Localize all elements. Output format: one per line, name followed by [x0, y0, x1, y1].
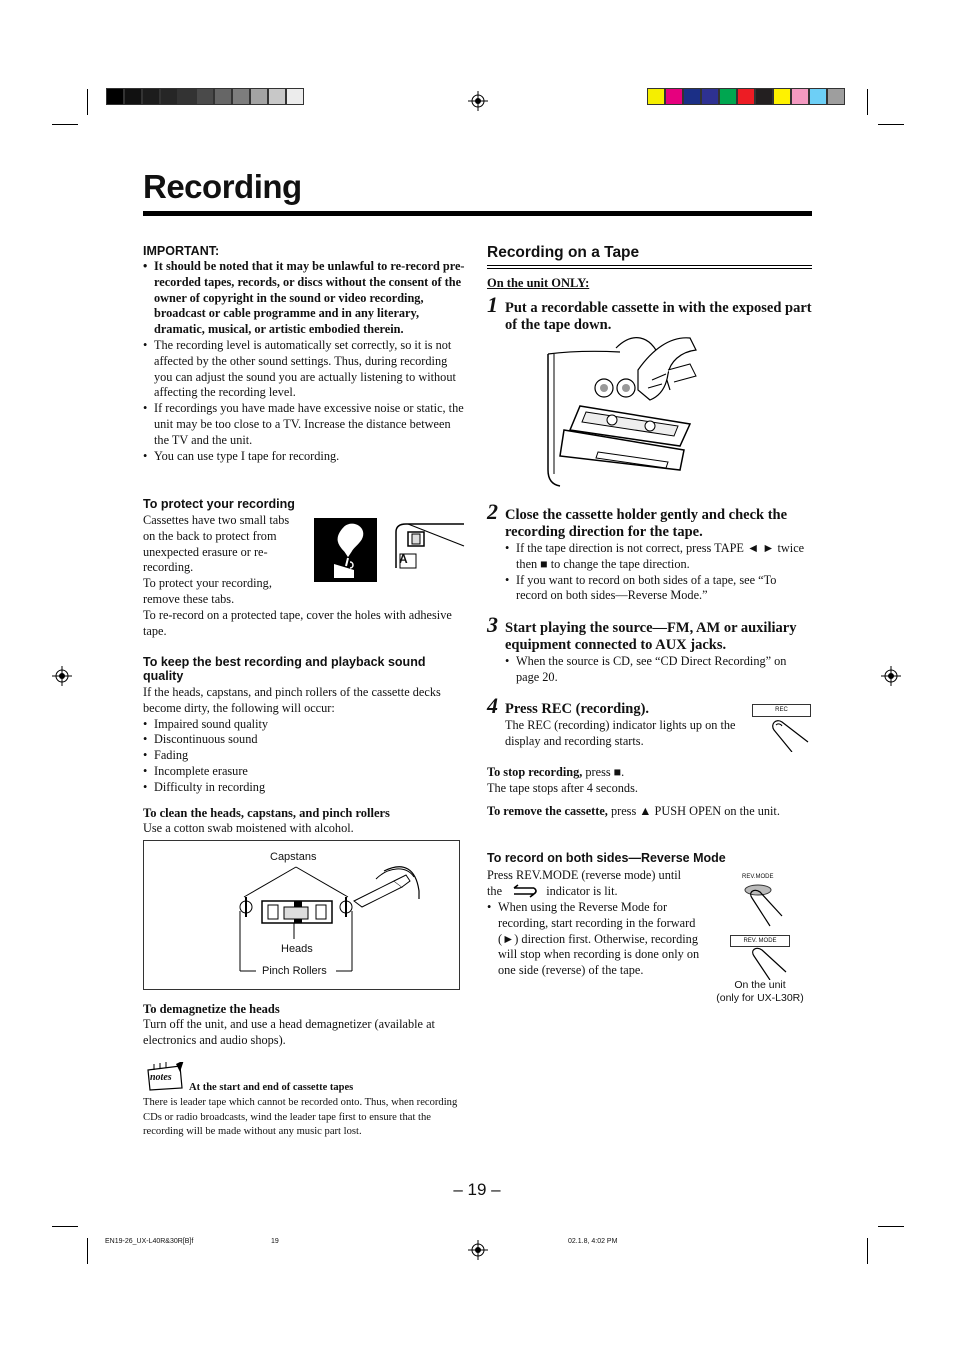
calibration-swatch: [701, 88, 719, 105]
calibration-swatch: [755, 88, 773, 105]
stop-recording-text: [487, 765, 812, 797]
calibration-swatch: [809, 88, 827, 105]
step-3-bullets: [505, 654, 805, 686]
important-bold-text: It should be noted that it may be unlawful to re-record pre-recorded tapes, records, or discs without the consent of the owner of copyright in the sound or video recording, broadcast or cable programme and in any literary, dramatic, musical, or artistic embodied therein.: [154, 259, 465, 337]
protect-heading: To protect your recording: [143, 497, 295, 511]
crop-mark: [867, 89, 868, 115]
list-item: • When using the Reverse Mode for recording, start recording in the forward (►) direction first. Otherwise, recording will stop when recording is done only on one side (reverse) of the tape.: [487, 900, 702, 979]
list-item: • Difficulty in recording: [143, 780, 465, 796]
calibration-swatch: [214, 88, 232, 105]
calibration-swatch: [737, 88, 755, 105]
notes-icon-label: notes: [150, 1072, 172, 1083]
calibration-swatch: [232, 88, 250, 105]
crop-mark: [52, 124, 78, 125]
calibration-swatch: [827, 88, 845, 105]
step-1-title: Put a recordable cassette in with the exposed part of the tape down.: [505, 300, 812, 333]
stop-lead: To stop recording,: [487, 765, 583, 779]
registration-mark-icon: [468, 1240, 488, 1260]
crop-mark: [87, 89, 88, 115]
finger-press-icon: [748, 944, 790, 980]
clean-text: Use a cotton swab moistened with alcohol.: [143, 821, 354, 835]
heads-diagram: [143, 840, 460, 990]
registration-mark-icon: [52, 666, 72, 686]
stop-instruction: press ■.: [582, 765, 625, 779]
cassette-insert-illustration-icon: [520, 330, 710, 490]
clean-section: [143, 806, 465, 837]
stop-note: The tape stops after 4 seconds.: [487, 780, 638, 795]
calibration-swatch: [160, 88, 178, 105]
capstans-label: Capstans: [270, 851, 317, 863]
protect-para2: To protect your recording, remove these tabs.: [143, 576, 272, 606]
left-column: [143, 244, 465, 464]
demagnetize-heading: To demagnetize the heads: [143, 1002, 280, 1016]
step-3-title: Start playing the source—FM, AM or auxiliary equipment connected to AUX jacks.: [505, 620, 797, 653]
list-item: • If you want to record on both sides of a tape, see “To record on both sides—Reverse Mode.”: [505, 573, 805, 605]
section-rule-thin: [487, 268, 812, 269]
calibration-swatch: [683, 88, 701, 105]
calibration-swatch: [719, 88, 737, 105]
page-number: – 19 –: [453, 1180, 501, 1199]
step-4-number: 4: [487, 693, 498, 718]
crop-mark: [87, 1238, 88, 1264]
calibration-swatch: [196, 88, 214, 105]
heads-label: Heads: [281, 943, 313, 955]
list-item: • If the tape direction is not correct, press TAPE ◄ ► twice then ■ to change the tape direction.: [505, 541, 805, 573]
section-rule: [487, 265, 812, 266]
finger-press-icon: [768, 716, 814, 752]
calibration-swatch: [268, 88, 286, 105]
calibration-swatch: [124, 88, 142, 105]
protect-para1: Cassettes have two small tabs on the back to protect from unexpected erasure or re-recording.: [143, 513, 290, 575]
calibration-swatch: [773, 88, 791, 105]
step-4-text: The REC (recording) indicator lights up on the display and recording starts.: [505, 718, 736, 748]
unit-caption: [700, 979, 820, 1005]
unit-only-label: On the unit ONLY:: [487, 276, 590, 290]
clean-heading: To clean the heads, capstans, and pinch rollers: [143, 806, 390, 820]
step-2-number: 2: [487, 499, 498, 524]
reverse-line1: Press REV.MODE (reverse mode) until: [487, 868, 682, 882]
remove-instruction: press ▲ PUSH OPEN on the unit.: [607, 804, 780, 818]
keep-best-intro: If the heads, capstans, and pinch rollers of the cassette decks become dirty, the following will occur:: [143, 685, 441, 715]
notes-heading: At the start and end of cassette tapes: [189, 1082, 354, 1093]
footer-timestamp: 02.1.8, 4:02 PM: [568, 1238, 618, 1245]
section-title: Recording on a Tape: [487, 244, 640, 261]
rev-mode-unit-label: REV. MODE: [743, 938, 777, 944]
calibration-swatch: [647, 88, 665, 105]
grayscale-calibration-bar: [106, 88, 304, 105]
reverse-bullets: [487, 900, 702, 979]
footer-sheet: 19: [271, 1238, 279, 1245]
calibration-swatch: [286, 88, 304, 105]
crop-mark: [878, 1226, 904, 1227]
page-title: Recording: [143, 168, 302, 205]
list-item: • Fading: [143, 748, 465, 764]
step-3-number: 3: [487, 612, 498, 637]
rec-button-label: REC: [775, 707, 788, 713]
notes-text: There is leader tape which cannot be recorded onto. Thus, when recording CDs or radio broadcasts, wind the leader tape first to ensure that the recording will be made without any music part lost.: [143, 1097, 458, 1138]
crop-mark: [52, 1226, 78, 1227]
list-item: • Impaired sound quality: [143, 717, 465, 733]
calibration-swatch: [106, 88, 124, 105]
reverse-line2: [487, 884, 618, 900]
reverse-indicator-icon: [508, 884, 540, 898]
calibration-swatch: [178, 88, 196, 105]
important-bold-bullet: [143, 259, 465, 338]
color-calibration-bar: [647, 88, 845, 105]
unit-caption-line1: On the unit: [734, 979, 786, 991]
footer-file: EN19-26_UX-L40R&30R[B]f: [105, 1238, 194, 1245]
crop-mark: [878, 124, 904, 125]
crop-mark: [867, 1238, 868, 1264]
demagnetize-section: [143, 1002, 465, 1049]
reverse-line2b: indicator is lit.: [546, 884, 618, 898]
calibration-swatch: [250, 88, 268, 105]
list-item: • Discontinuous sound: [143, 732, 465, 748]
calibration-swatch: [142, 88, 160, 105]
list-item: • When the source is CD, see “CD Direct Recording” on page 20.: [505, 654, 805, 686]
list-item: • The recording level is automatically set correctly, so it is not affected by the other sound settings. Thus, during recording you can adjust the sound you are actually listening to without affecting the recording level.: [143, 338, 465, 401]
calibration-swatch: [665, 88, 683, 105]
rev-mode-remote-label: REV.MODE: [742, 874, 774, 880]
unit-caption-line2: (only for UX-L30R): [716, 992, 804, 1004]
step-2-bullets: [505, 541, 805, 604]
important-list: [143, 259, 465, 464]
demagnetize-text: Turn off the unit, and use a head demagnetizer (available at electronics and audio shops).: [143, 1017, 435, 1047]
reverse-line2a: the: [487, 884, 503, 898]
list-item: • Incomplete erasure: [143, 764, 465, 780]
list-item: • You can use type I tape for recording.: [143, 449, 465, 465]
remove-cassette-text: [487, 804, 812, 820]
registration-mark-icon: [881, 666, 901, 686]
protect-para3: To re-record on a protected tape, cover the holes with adhesive tape.: [143, 607, 452, 638]
rev-mode-remote-button-icon[interactable]: [742, 882, 784, 928]
tab-label: A: [399, 552, 408, 566]
step-1-number: 1: [487, 292, 498, 317]
pinch-rollers-label: Pinch Rollers: [262, 965, 327, 977]
remove-tab-illustration-icon: [314, 518, 377, 582]
remove-lead: To remove the cassette,: [487, 804, 608, 818]
heads-mechanism-icon: [144, 841, 459, 989]
list-item: • If recordings you have made have excessive noise or static, the unit may be too close to a TV. Increase the distance between the TV and the unit.: [143, 401, 465, 448]
keep-best-list: [143, 717, 465, 796]
keep-best-section: [143, 655, 465, 796]
step-4-title: Press REC (recording).: [505, 701, 650, 717]
keep-best-heading: To keep the best recording and playback sound quality: [143, 655, 426, 683]
reverse-heading: To record on both sides—Reverse Mode: [487, 851, 726, 865]
title-rule: [143, 211, 812, 216]
important-heading: IMPORTANT:: [143, 244, 220, 258]
calibration-swatch: [791, 88, 809, 105]
registration-mark-icon: [468, 91, 488, 111]
step-2-title: Close the cassette holder gently and check the recording direction for the tape.: [505, 507, 788, 540]
